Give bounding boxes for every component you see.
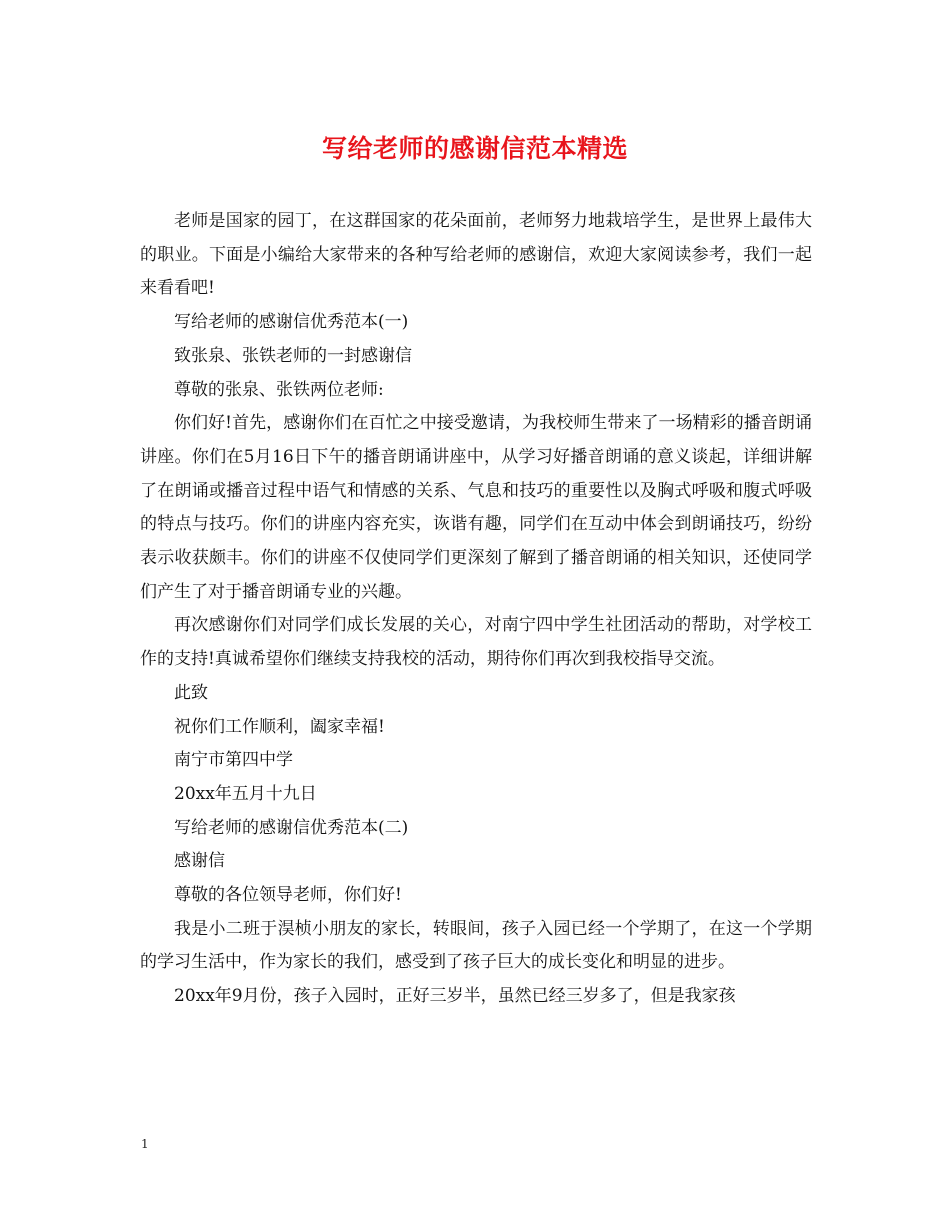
section-heading-2: 写给老师的感谢信优秀范本(二) xyxy=(174,817,409,838)
letter-body-paragraph: 我是小二班于淏桢小朋友的家长，转眼间，孩子入园已经一个学期了，在这一个学期的学习生活中，作为家长的我们，感受到了孩子巨大的成长变化和明显的进步。 xyxy=(140,918,812,973)
section-heading-1: 写给老师的感谢信优秀范本(一) xyxy=(174,312,409,333)
letter-closing: 此致 xyxy=(174,682,208,703)
letter-title-2: 感谢信 xyxy=(174,851,225,872)
letter-salutation-2: 尊敬的各位领导老师，你们好! xyxy=(174,885,402,906)
letter-body-paragraph: 再次感谢你们对同学们成长发展的关心，对南宁四中学生社团活动的帮助，对学校工作的支持!真诚希望你们继续支持我校的活动，期待你们再次到我校指导交流。 xyxy=(140,615,812,670)
letter-body-paragraph: 20xx年9月份，孩子入园时，正好三岁半，虽然已经三岁多了，但是我家孩 xyxy=(174,986,736,1007)
letter-date: 20xx年五月十九日 xyxy=(174,783,317,804)
letter-wishes: 祝你们工作顺利，阖家幸福! xyxy=(174,716,385,737)
document-body xyxy=(140,205,812,1014)
letter-body-paragraph: 你们好!首先，感谢你们在百忙之中接受邀请，为我校师生带来了一场精彩的播音朗诵讲座。你们在5月16日下午的播音朗诵讲座中，从学习好播音朗诵的意义谈起，详细讲解了在朗诵或播音过程中语气和情感的关系、气息和技巧的重要性以及胸式呼吸和腹式呼吸的特点与技巧。你们的讲座内容充实，诙谐有趣，同学们在互动中体会到朗诵技巧，纷纷表示收获颇丰。你们的讲座不仅使同学们更深刻了解到了播音朗诵的相关知识，还使同学们产生了对于播音朗诵专业的兴趣。 xyxy=(140,413,812,602)
document-title: 写给老师的感谢信范本精选 xyxy=(321,134,628,163)
letter-salutation-1: 尊敬的张泉、张铁两位老师: xyxy=(174,379,384,400)
page-number: 1 xyxy=(141,1137,149,1151)
letter-signature: 南宁市第四中学 xyxy=(174,750,293,771)
intro-paragraph: 老师是国家的园丁，在这群国家的花朵面前，老师努力地栽培学生，是世界上最伟大的职业。下面是小编给大家带来的各种写给老师的感谢信，欢迎大家阅读参考，我们一起来看看吧! xyxy=(140,211,812,299)
letter-title-1: 致张泉、张铁老师的一封感谢信 xyxy=(174,345,412,366)
